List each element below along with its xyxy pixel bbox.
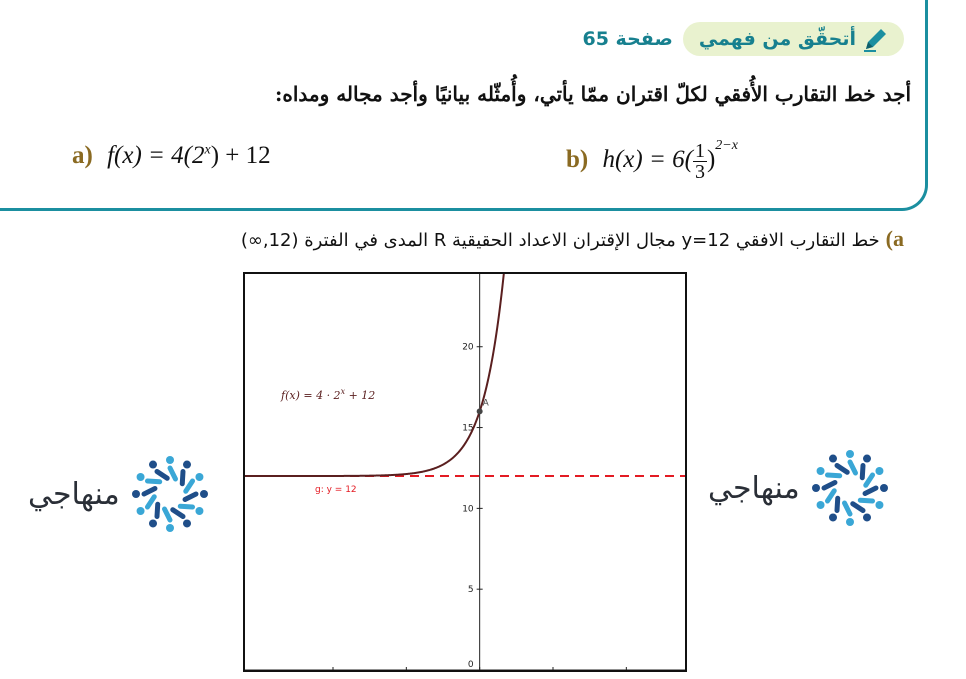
equation-b-exponent: 2−x [715, 138, 738, 153]
question-text: أجد خط التقارب الأُفقي لكلّ اقتران ممّا يأتي، وأُمثّله بيانيًا وأجد مجاله ومداه: [274, 82, 911, 106]
function-graph [243, 272, 687, 672]
equation-b [566, 138, 738, 182]
equation-a-exponent: x [204, 142, 211, 158]
point-a [477, 408, 483, 414]
fraction-denominator: 3 [694, 160, 705, 183]
point-a-label: A [482, 398, 489, 409]
curve-f [245, 274, 507, 476]
y-tick-label: 15 [462, 423, 474, 434]
answer-text: خط التقارب الافقي y=12 مجال الإقتران الاعداد الحقيقية R المدى في الفترة (12,∞) [240, 230, 880, 251]
y-tick-label: 10 [462, 504, 474, 515]
header-title: أتحقّق من فهمي [698, 28, 856, 50]
watermark-left [28, 454, 210, 534]
equation-b-lhs: h(x) = 6( [602, 146, 693, 173]
equation-b-fraction [693, 141, 707, 182]
equation-a-lhs: f(x) = 4(2 [107, 142, 205, 169]
answer-label: a) [885, 226, 904, 251]
equation-a [72, 142, 271, 170]
exercise-header [582, 22, 904, 56]
fraction-numerator: 1 [694, 139, 705, 162]
box-dotted-edge [925, 0, 932, 34]
answer-line [241, 226, 904, 252]
origin-label: 0 [467, 660, 474, 670]
graph-canvas [245, 274, 685, 670]
curve-label: $f(x) = 4 \cdot 2^x + 12$ [281, 387, 376, 402]
equation-a-rhs: ) + 12 [210, 142, 271, 169]
asymptote-label: g: y = 12 [315, 485, 357, 496]
manhaji-logo-icon [130, 454, 210, 534]
page-reference: صفحة 65 [582, 28, 673, 50]
watermark-right [708, 448, 890, 528]
watermark-text: منهاجي [708, 470, 800, 506]
manhaji-logo-icon [810, 448, 890, 528]
y-tick-label: 20 [462, 342, 474, 353]
pencil-icon [862, 25, 890, 53]
watermark-text: منهاجي [28, 476, 120, 512]
equation-b-close: ) [706, 146, 716, 173]
equation-a-label: a) [72, 142, 93, 169]
y-tick-label: 5 [467, 585, 474, 596]
header-pill [683, 22, 904, 56]
equation-b-label: b) [566, 146, 589, 173]
